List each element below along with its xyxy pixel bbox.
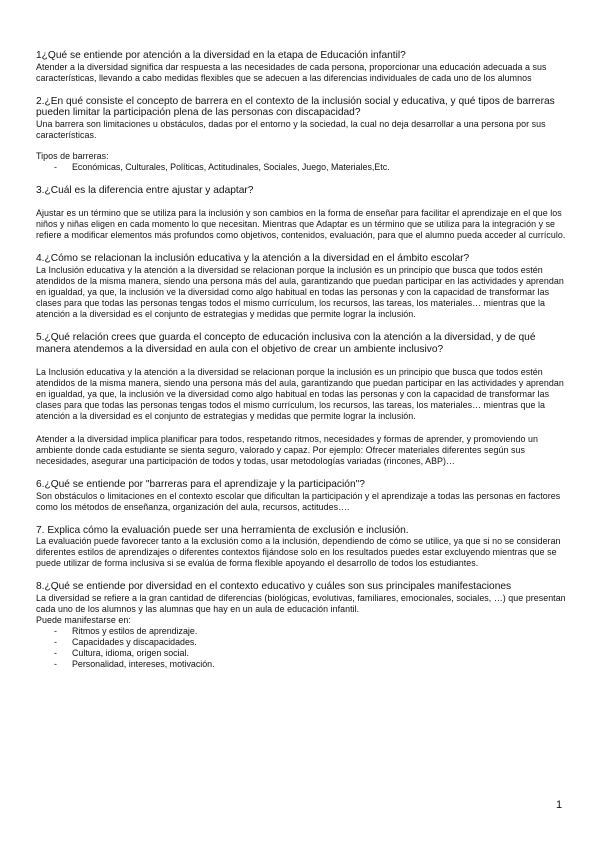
list-item: - Cultura, idioma, origen social. <box>36 648 566 659</box>
question-3: 3.¿Cuál es la diferencia entre ajustar y adaptar? <box>36 184 254 196</box>
question-7: 7. Explica cómo la evaluación puede ser una herramienta de exclusión e inclusión. <box>36 524 409 536</box>
question-5: 5.¿Qué relación crees que guarda el concepto de educación inclusiva con la atención a la diversidad, y de qué manera atendemos a la diversidad en aula con el objetivo de crear un ambiente inclusivo? <box>36 331 536 355</box>
question-8: 8.¿Qué se entiende por diversidad en el contexto educativo y cuáles son sus principales manifestaciones <box>36 581 512 593</box>
page-number: 1 <box>556 799 563 811</box>
barrier-types-list <box>36 162 566 173</box>
question-2: 2.¿En qué consiste el concepto de barrera en el contexto de la inclusión social y educativa, y qué tipos de barreras pueden limitar la participación plena de las personas con discapacidad? <box>36 95 555 119</box>
answer-6: Son obstáculos o limitaciones en el contexto escolar que dificultan la participación y el aprendizaje a todas las personas en factores como los métodos de enseñanza, organización del aula, recursos, actitudes…. <box>36 490 561 512</box>
answer-3: Ajustar es un término que se utiliza para la inclusión y son cambios en la forma de enseñar para facilitar el aprendizaje en el que los niños y niñas eligen en cada momento lo que necesitan. Mientras que Adaptar es un término que se utiliza para la integración y se refiere a modificar elementos más profundos como objetivos, contenidos, evaluación, para que el alumno pueda acceder al currículo. <box>36 208 566 241</box>
answer-8: La diversidad se refiere a la gran cantidad de diferencias (biológicas, evolutivas, familiares, emocionales, sociales, …) que presentan cada uno de los alumnos y las alumnas que hay en un aula de educación infantil. <box>36 592 566 614</box>
answer-4: La Inclusión educativa y la atención a la diversidad se relacionan porque la inclusión es un principio que busca que todos estén atendidos de la misma manera, siendo una persona más del aula, garantizando que puedan participar en las actividades y aprendan en igualdad, ya que, la inclusión ve la diversidad como algo habitual en todas las personas y con la capacidad de transformar las clases para que todas las personas tengas todos el mismo currículum, los recursos, las tareas, los materiales… mientras que la atención a la diversidad es el conjunto de estrategias y medidas que permite lograr la inclusión. <box>36 264 564 319</box>
barrier-types-label: Tipos de barreras: <box>36 150 109 161</box>
answer-1: Atender a la diversidad significa dar respuesta a las necesidades de cada persona, proporcionar una educación adecuada a sus características, llevando a cabo medidas flexibles que se adecuen a las diferencias individuales de cada uno de los alumnos <box>36 61 547 83</box>
list-item: - Económicas, Culturales, Políticas, Actitudinales, Sociales, Juego, Materiales,Etc. <box>36 162 566 173</box>
question-1: 1¿Qué se entiende por atención a la diversidad en la etapa de Educación infantil? <box>36 50 406 61</box>
list-item: - Personalidad, intereses, motivación. <box>36 659 566 670</box>
manifestations-list <box>36 626 566 670</box>
manifestations-label: Puede manifestarse en: <box>36 614 131 625</box>
answer-2: Una barrera son limitaciones u obstáculos, dadas por el entorno y la sociedad, la cual no deja desarrollar a una persona por sus características. <box>36 118 546 140</box>
document-body <box>36 50 566 670</box>
answer-5-paragraph-1: La Inclusión educativa y la atención a la diversidad se relacionan porque la inclusión es un principio que busca que todos estén atendidos de la misma manera, siendo una persona más del aula, garantizando que puedan participar en las actividades y aprendan en igualdad, ya que, la inclusión ve la diversidad como algo habitual en todas las personas y con la capacidad de transformar las clases para que todas las personas tengas todos el mismo currículum, los recursos, las tareas, los materiales… mientras que la atención a la diversidad es el conjunto de estrategias y medidas que permite lograr la inclusión. <box>36 367 564 422</box>
list-item: - Ritmos y estilos de aprendizaje. <box>36 626 566 637</box>
answer-7: La evaluación puede favorecer tanto a la exclusión como a la inclusión, dependiendo de cómo se utilice, ya que si no se consideran diferentes estilos de aprendizajes o diferentes contextos fijándose solo en los resultados puedes estar excluyendo mientras que se puede utilizar de forma inclusiva si se evalúa de forma flexible apoyando el desarrollo de todos los estudiantes. <box>36 536 561 569</box>
list-item: - Capacidades y discapacidades. <box>36 637 566 648</box>
question-6: 6.¿Qué se entiende por "barreras para el aprendizaje y la participación"? <box>36 479 365 491</box>
question-4: 4.¿Cómo se relacionan la inclusión educativa y la atención a la diversidad en el ámbito escolar? <box>36 253 470 265</box>
answer-5-paragraph-2: Atender a la diversidad implica planificar para todos, respetando ritmos, necesidades y formas de aprender, y promoviendo un ambiente donde cada estudiante se sienta seguro, valorado y capaz. Por ejemplo: Ofrecer materiales diferentes según sus necesidades, asegurar una participación de todos y todas, usar metodologías variadas (rincones, ABP)… <box>36 434 538 467</box>
